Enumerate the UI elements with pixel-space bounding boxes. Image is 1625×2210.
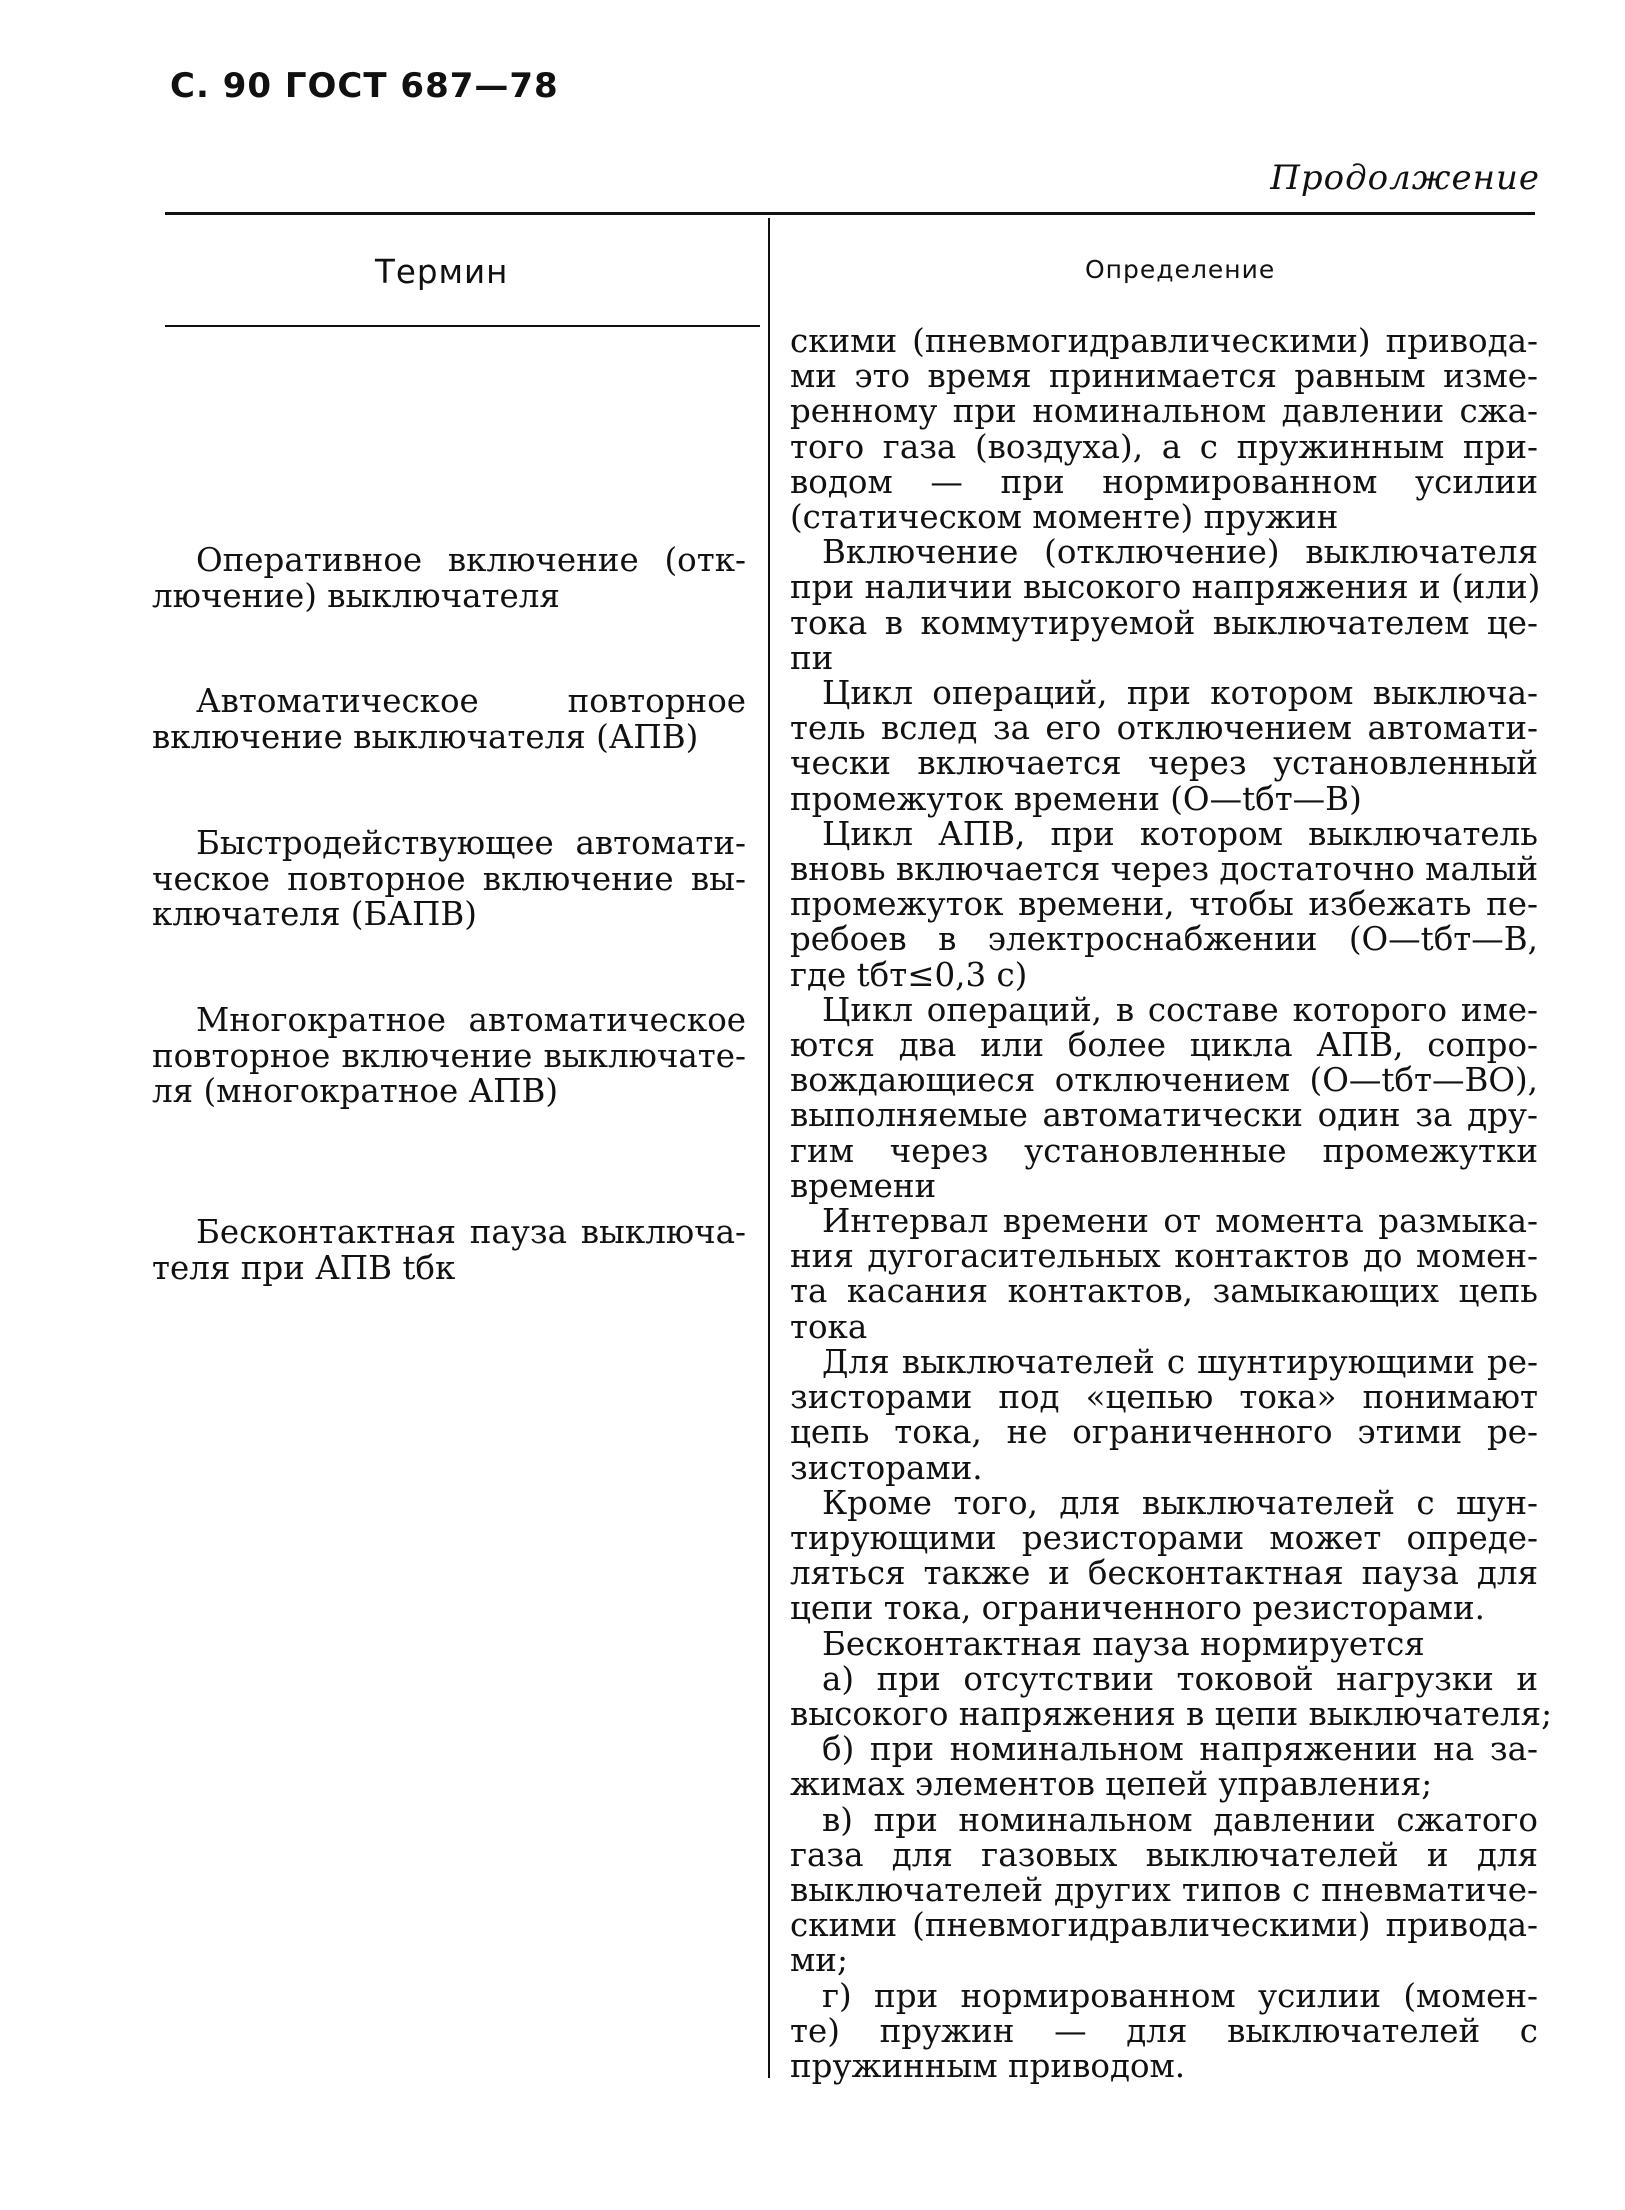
definition-line: зисторами под «цепью тока» понимают bbox=[790, 1378, 1538, 1417]
term-apv bbox=[152, 684, 746, 755]
definition-line: газа для газовых выключателей и для bbox=[790, 1835, 1538, 1874]
definition-line: цепи тока, ограниченного резисторами. bbox=[790, 1589, 1485, 1628]
header-bottom-rule bbox=[165, 325, 760, 327]
definition-line: того газа (воздуха), а с пружинным при- bbox=[790, 427, 1538, 466]
definition-line: цепь тока, не ограниченного этими ре- bbox=[790, 1413, 1538, 1452]
definition-line: тока bbox=[790, 1307, 868, 1346]
definition-line: промежуток времени, чтобы избежать пе- bbox=[790, 885, 1538, 924]
term-line: Многократное автоматическое bbox=[196, 1001, 746, 1039]
definition-line: (статическом моменте) пружин bbox=[790, 498, 1339, 537]
definition-line: выключателей других типов с пневматиче- bbox=[790, 1870, 1538, 1909]
definition-line: скими (пневмогидравлическими) привода- bbox=[790, 322, 1538, 360]
term-line: лючение) выключателя bbox=[152, 576, 560, 615]
definition-line: пружинным приводом. bbox=[790, 2046, 1186, 2085]
definition-line: ния дугогасительных контактов до момен- bbox=[790, 1237, 1538, 1276]
definition-line: гим через установленные промежутки bbox=[790, 1131, 1538, 1170]
definition-line: выполняемые автоматически один за дру- bbox=[790, 1096, 1538, 1135]
definition-line: г) при нормированном усилии (момен- bbox=[822, 1976, 1538, 2015]
definition-line: пи bbox=[790, 638, 834, 677]
term-multiple-apv bbox=[152, 1003, 746, 1110]
definition-line: водом — при нормированном усилии bbox=[790, 462, 1538, 501]
definition-line: в) при номинальном давлении сжатого bbox=[822, 1800, 1538, 1839]
definition-line: чески включается через установленный bbox=[790, 744, 1538, 783]
definitions-column bbox=[790, 322, 1553, 2085]
term-line: Оперативное включение (отк- bbox=[196, 541, 746, 579]
term-operative-switching bbox=[152, 543, 746, 614]
term-line: ля (многократное АПВ) bbox=[152, 1072, 559, 1110]
page-header: С. 90 ГОСТ 687—78 bbox=[170, 66, 559, 106]
definition-line: ются два или более цикла АПВ, сопро- bbox=[790, 1026, 1538, 1065]
column-divider bbox=[768, 218, 770, 2078]
definition-line: Бесконтактная пауза нормируется bbox=[822, 1624, 1425, 1663]
definition-line: ребоев в электроснабжении (О—tбт—В, bbox=[790, 920, 1538, 959]
definition-line: ляться также и бесконтактная пауза для bbox=[790, 1554, 1538, 1593]
column-header-definition: Определение bbox=[1085, 255, 1276, 284]
definition-line: те) пружин — для выключателей с bbox=[790, 2011, 1538, 2050]
definition-line: промежуток времени (О—tбт—В) bbox=[790, 779, 1362, 818]
definition-line: высокого напряжения в цепи выключателя; bbox=[790, 1694, 1553, 1733]
term-line: ческое повторное включение вы- bbox=[152, 859, 746, 898]
definition-line: вновь включается через достаточно малый bbox=[790, 850, 1538, 889]
term-line: Автоматическое повторное bbox=[196, 682, 746, 720]
term-line: ключателя (БАПВ) bbox=[152, 895, 477, 933]
term-line: повторное включение выключате- bbox=[152, 1036, 746, 1075]
definition-line: Включение (отключение) выключателя bbox=[822, 533, 1538, 572]
definition-line: тирующими резисторами может опреде- bbox=[790, 1518, 1538, 1557]
definition-line: Для выключателей с шунтирующими ре- bbox=[822, 1342, 1538, 1381]
definition-line: времени bbox=[790, 1166, 937, 1205]
term-line: включение выключателя (АПВ) bbox=[152, 717, 699, 756]
continuation-label: Продолжение bbox=[1270, 158, 1540, 198]
definition-line: Интервал времени от момента размыка- bbox=[822, 1202, 1538, 1241]
definition-line: тока в коммутируемой выключателем це- bbox=[790, 603, 1538, 642]
definition-line: вождающиеся отключением (О—tбт—ВО), bbox=[790, 1061, 1538, 1100]
definition-line: та касания контактов, замыкающих цепь bbox=[790, 1272, 1538, 1311]
definition-line: б) при номинальном напряжении на за- bbox=[822, 1730, 1538, 1769]
definition-line: Цикл операций, в составе которого име- bbox=[822, 990, 1538, 1029]
definition-line: при наличии высокого напряжения и (или) bbox=[790, 568, 1541, 607]
term-contactless-pause bbox=[152, 1215, 746, 1286]
definition-line: зисторами. bbox=[790, 1448, 983, 1487]
term-line: Быстродействующее автомати- bbox=[196, 824, 746, 862]
definition-line: а) при отсутствии токовой нагрузки и bbox=[822, 1659, 1538, 1698]
definition-line: ми это время принимается равным изме- bbox=[790, 357, 1538, 396]
column-header-term: Термин bbox=[375, 253, 509, 291]
table-top-rule bbox=[165, 212, 1535, 215]
definition-line: ренному при номинальном давлении сжа- bbox=[790, 392, 1538, 431]
definition-line: Цикл АПВ, при котором выключатель bbox=[822, 814, 1538, 853]
definition-line: Кроме того, для выключателей с шун- bbox=[822, 1483, 1538, 1522]
definition-line: где tбт≤0,3 с) bbox=[790, 955, 1028, 994]
term-line: Бесконтактная пауза выключа- bbox=[196, 1213, 746, 1251]
term-line: теля при АПВ tбк bbox=[152, 1248, 456, 1287]
term-bapv bbox=[152, 826, 746, 933]
definition-line: жимах элементов цепей управления; bbox=[790, 1765, 1433, 1804]
definition-line: тель вслед за его отключением автомати- bbox=[790, 709, 1538, 748]
definition-line: ми; bbox=[790, 1941, 848, 1980]
definition-line: Цикл операций, при котором выключа- bbox=[822, 674, 1538, 713]
definition-line: скими (пневмогидравлическими) привода- bbox=[790, 1906, 1538, 1945]
